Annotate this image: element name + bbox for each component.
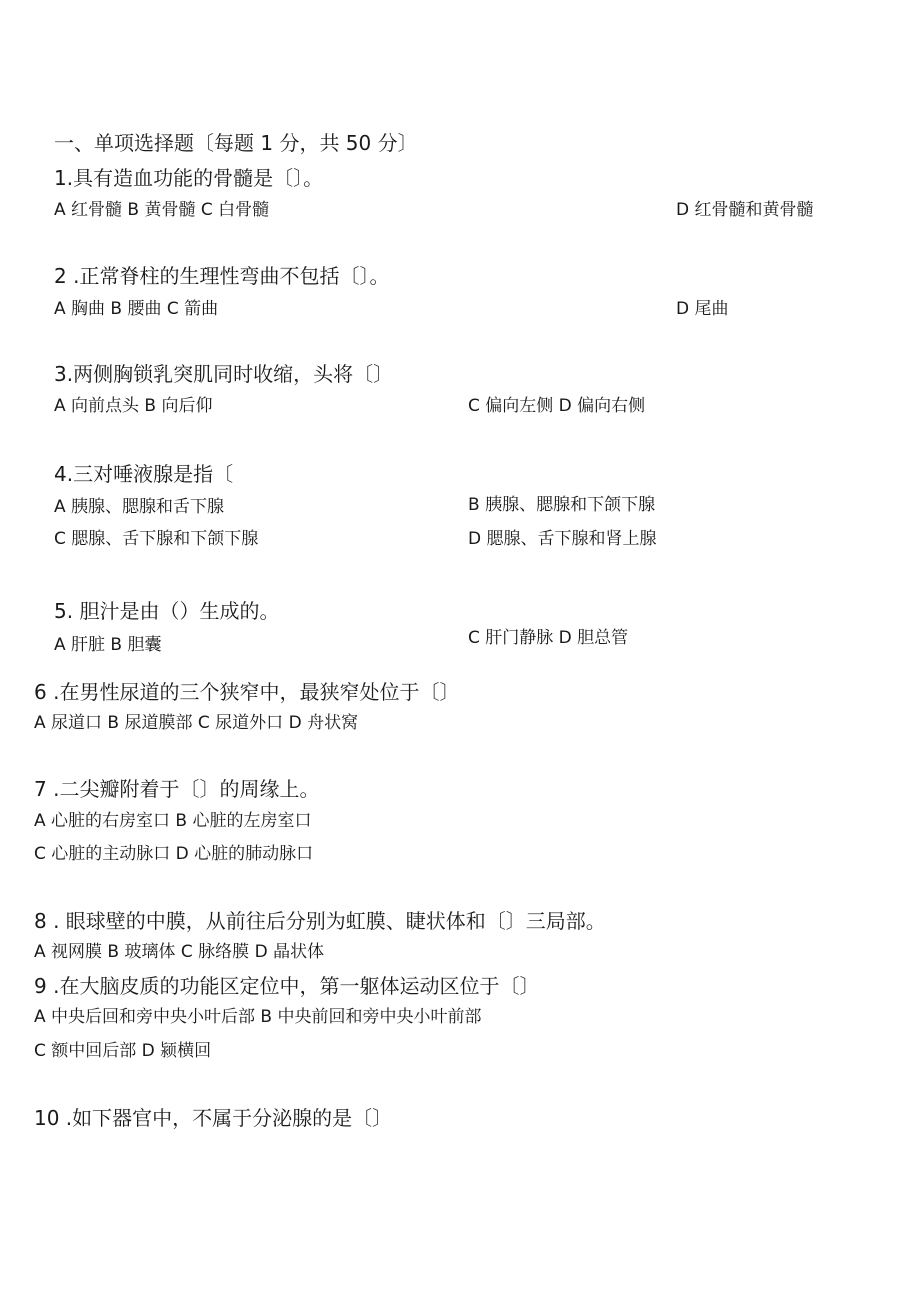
question-5-stem: 5. 胆汁是由（）生成的。 xyxy=(54,599,280,623)
question-3-stem: 3.两侧胸锁乳突肌同时收缩，头将〔〕 xyxy=(54,362,394,386)
question-1-options: A 红骨髓 B 黄骨髓 C 白骨髓 xyxy=(54,200,270,220)
question-6-stem: 6 .在男性尿道的三个狭窄中，最狭窄处位于〔〕 xyxy=(34,680,460,704)
question-3-options-ab: A 向前点头 B 向后仰 xyxy=(54,396,213,416)
question-7-options-cd: C 心脏的主动脉口 D 心脏的肺动脉口 xyxy=(34,844,314,864)
question-1-stem: 1.具有造血功能的骨髓是〔〕。 xyxy=(54,166,324,190)
question-8-options: A 视网膜 B 玻璃体 C 脉络膜 D 晶状体 xyxy=(34,942,325,962)
question-8-stem: 8 . 眼球壁的中膜，从前往后分别为虹膜、睫状体和〔〕三局部。 xyxy=(34,909,606,933)
question-3-options-cd: C 偏向左侧 D 偏向右侧 xyxy=(468,396,646,416)
question-4-option-c: C 腮腺、舌下腺和下颌下腺 xyxy=(54,529,259,549)
question-5-options-cd: C 肝门静脉 D 胆总管 xyxy=(468,628,629,648)
question-4-stem: 4.三对唾液腺是指〔 xyxy=(54,462,234,486)
section-title: 一、单项选择题〔每题 1 分，共 50 分〕 xyxy=(54,131,418,155)
question-4-option-d: D 腮腺、舌下腺和肾上腺 xyxy=(468,529,657,549)
question-10-stem: 10 .如下器官中，不属于分泌腺的是〔〕 xyxy=(34,1106,393,1130)
question-2-options: A 胸曲 B 腰曲 C 箭曲 xyxy=(54,299,219,319)
question-4-option-b: B 胰腺、腮腺和下颌下腺 xyxy=(468,495,656,515)
question-9-options-ab: A 中央后回和旁中央小叶后部 B 中央前回和旁中央小叶前部 xyxy=(34,1007,482,1027)
question-7-options-ab: A 心脏的右房室口 B 心脏的左房室口 xyxy=(34,811,312,831)
question-2-stem: 2 .正常脊柱的生理性弯曲不包括〔〕。 xyxy=(54,264,390,288)
question-4-option-a: A 胰腺、腮腺和舌下腺 xyxy=(54,497,225,517)
question-5-options-ab: A 肝脏 B 胆囊 xyxy=(54,635,162,655)
question-7-stem: 7 .二尖瓣附着于〔〕的周缘上。 xyxy=(34,777,320,801)
question-2-option-d: D 尾曲 xyxy=(676,299,729,319)
question-1-option-d: D 红骨髓和黄骨髓 xyxy=(676,200,814,220)
question-9-stem: 9 .在大脑皮质的功能区定位中，第一躯体运动区位于〔〕 xyxy=(34,974,540,998)
question-9-options-cd: C 额中回后部 D 颍横回 xyxy=(34,1041,212,1061)
question-6-options: A 尿道口 B 尿道膜部 C 尿道外口 D 舟状窝 xyxy=(34,713,359,733)
